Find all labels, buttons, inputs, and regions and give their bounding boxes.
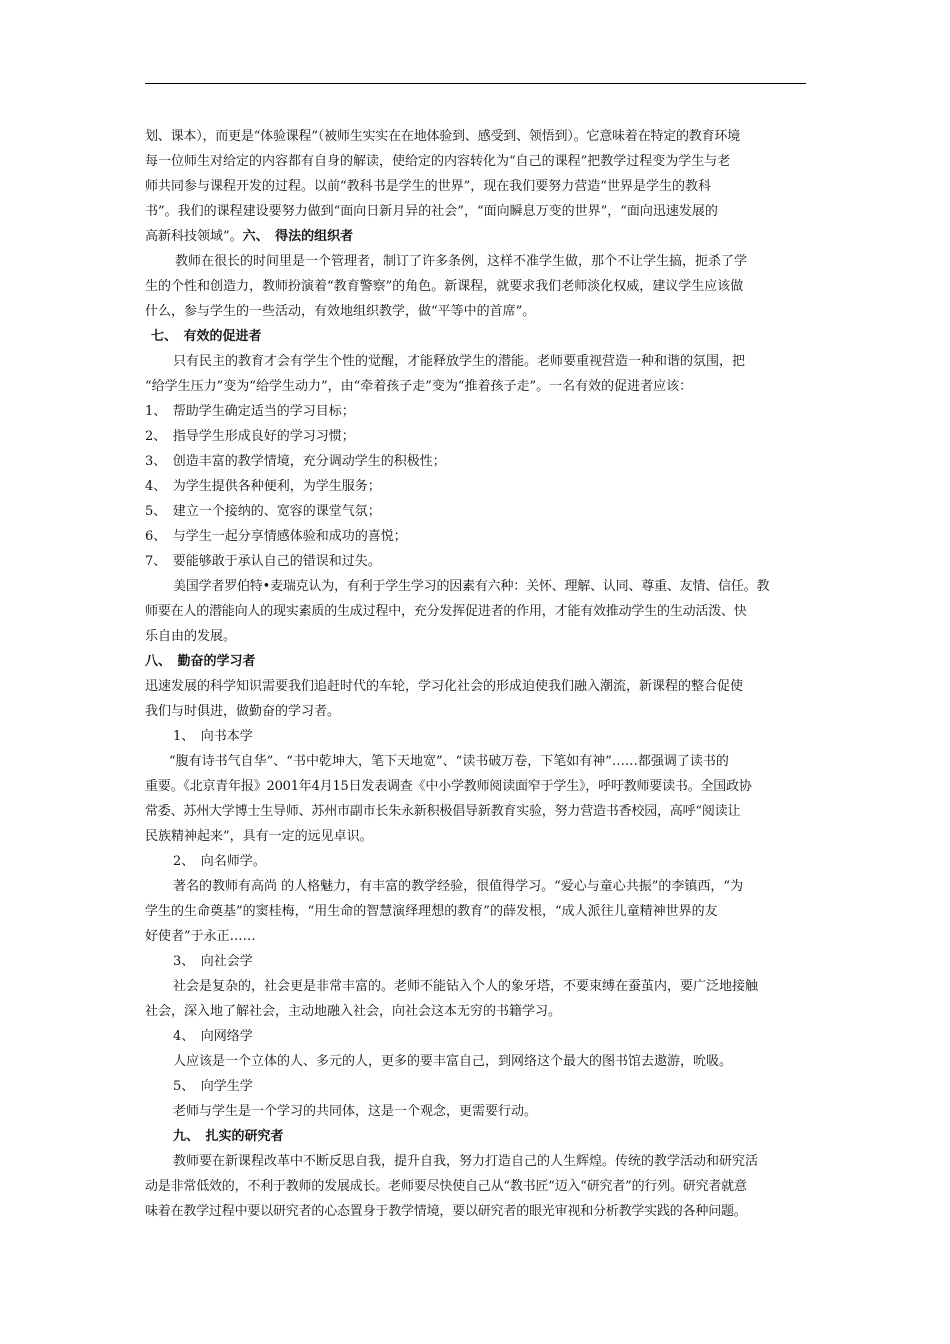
paragraph-line: 民族精神起来”，具有一定的远见卓识。 (145, 829, 373, 844)
paragraph-line: 生的个性和创造力，教师扮演着“教育警察”的角色。新课程，就要求我们老师淡化权威，建议学生应该做 (145, 279, 744, 294)
header-rule (145, 83, 806, 84)
paragraph-line: 每一位师生对给定的内容都有自身的解读，使给定的内容转化为“自己的课程”把教学过程变为学生与老 (145, 154, 731, 169)
subheading: 5、 向学生学 (173, 1079, 253, 1094)
paragraph-line: 什么，参与学生的一些活动，有效地组织教学，做“平等中的首席”。 (145, 304, 536, 319)
paragraph-line: 书”。我们的课程建设要努力做到“面向日新月异的社会”，“面向瞬息万变的世界”，“面向迅速发展的 (145, 204, 718, 219)
document-body (145, 124, 810, 1224)
paragraph-line: 著名的教师有高尚 的人格魅力，有丰富的教学经验，很值得学习。“爱心与童心共振”的李镇西，“为 (173, 879, 744, 894)
section-heading-7: 七、 有效的促进者 (151, 329, 262, 344)
paragraph-line: 人应该是一个立体的人、多元的人，更多的要丰富自己，到网络这个最大的图书馆去遨游，吮吸。 (173, 1054, 733, 1069)
subheading: 3、 向社会学 (173, 954, 253, 969)
paragraph-line: 迅速发展的科学知识需要我们追赶时代的车轮，学习化社会的形成迫使我们融入潮流，新课程的整合促使 (145, 679, 744, 694)
list-item: 3、 创造丰富的教学情境，充分调动学生的积极性； (145, 454, 446, 469)
paragraph-line: 教师要在新课程改革中不断反思自我，提升自我，努力打造自己的人生辉煌。传统的教学活动和研究活 (173, 1154, 759, 1169)
paragraph-line: 师要在人的潜能向人的现实素质的生成过程中，充分发挥促进者的作用，才能有效推动学生的生动活泼、快 (145, 604, 747, 619)
list-item: 7、 要能够敢于承认自己的错误和过失。 (145, 554, 381, 569)
list-item: 6、 与学生一起分享情感体验和成功的喜悦； (145, 529, 407, 544)
paragraph-line: 美国学者罗伯特•麦瑞克认为，有利于学生学习的因素有六种：关怀、理解、认同、尊重、友情、信任。教 (173, 579, 770, 594)
paragraph-line: 常委、苏州大学博士生导师、苏州市副市长朱永新积极倡导新教育实验，努力营造书香校园，高呼“阅读让 (145, 804, 741, 819)
paragraph-line: 好使者”于永正…… (145, 929, 256, 944)
paragraph-line: 社会，深入地了解社会，主动地融入社会，向社会这本无穷的书籍学习。 (145, 1004, 562, 1019)
paragraph-line (145, 224, 810, 249)
paragraph-line: 重要。《北京青年报》2001年4月15日发表调查《中小学教师阅读面窄于学生》，呼吁教师要读书。全国政协 (145, 779, 752, 794)
list-item: 5、 建立一个接纳的、宽容的课堂气氛； (145, 504, 381, 519)
paragraph-line: 师共同参与课程开发的过程。以前“教科书是学生的世界”，现在我们要努力营造“世界是学生的教科 (145, 179, 711, 194)
paragraph-line: 老师与学生是一个学习的共同体，这是一个观念，更需要行动。 (173, 1104, 538, 1119)
section-heading-6: 六、 得法的组织者 (242, 229, 354, 244)
paragraph-line: 只有民主的教育才会有学生个性的觉醒，才能释放学生的潜能。老师要重视营造一种和谐的氛围，把 (173, 354, 746, 369)
paragraph-line: 划、课本），而更是“体验课程”（被师生实实在在地体验到、感受到、领悟到）。它意味着在特定的教育环境 (145, 129, 740, 144)
paragraph-line: 我们与时俱进，做勤奋的学习者。 (145, 704, 341, 719)
list-item: 2、 指导学生形成良好的学习习惯； (145, 429, 355, 444)
list-item: 1、 帮助学生确定适当的学习目标； (145, 404, 355, 419)
paragraph-line: 教师在很长的时间里是一个管理者，制订了许多条例，这样不准学生做，那个不让学生搞，扼杀了学 (175, 254, 748, 269)
paragraph-line: 学生的生命奠基”的窦桂梅，“用生命的智慧演绎理想的教育”的薛发根，“成人派往儿童精神世界的友 (145, 904, 718, 919)
list-item: 4、 为学生提供各种便利，为学生服务； (145, 479, 381, 494)
subheading: 4、 向网络学 (173, 1029, 253, 1044)
paragraph-line: 乐自由的发展。 (145, 629, 237, 644)
subheading: 1、 向书本学 (173, 729, 253, 744)
paragraph-line: 味着在教学过程中要以研究者的心态置身于教学情境，要以研究者的眼光审视和分析教学实践的各种问题。 (145, 1204, 747, 1219)
paragraph-line: “腹有诗书气自华”、“书中乾坤大，笔下天地宽”、“读书破万卷，下笔如有神”……都强调了读书的 (169, 754, 729, 769)
section-heading-9: 九、 扎实的研究者 (173, 1129, 284, 1144)
section-heading-8: 八、 勤奋的学习者 (145, 654, 256, 669)
paragraph-text: 高新科技领域”。 (145, 229, 243, 244)
subheading: 2、 向名师学。 (173, 854, 266, 869)
paragraph-line: 动是非常低效的，不利于教师的发展成长。老师要尽快使自己从“教书匠”迈入“研究者”的行列。研究者就意 (145, 1179, 747, 1194)
paragraph-line: “给学生压力”变为“给学生动力”，由“牵着孩子走”变为“推着孩子走”。一名有效的促进者应该： (145, 379, 693, 394)
paragraph-line: 社会是复杂的，社会更是非常丰富的。老师不能钻入个人的象牙塔，不要束缚在蚕茧内，要广泛地接触 (173, 979, 759, 994)
